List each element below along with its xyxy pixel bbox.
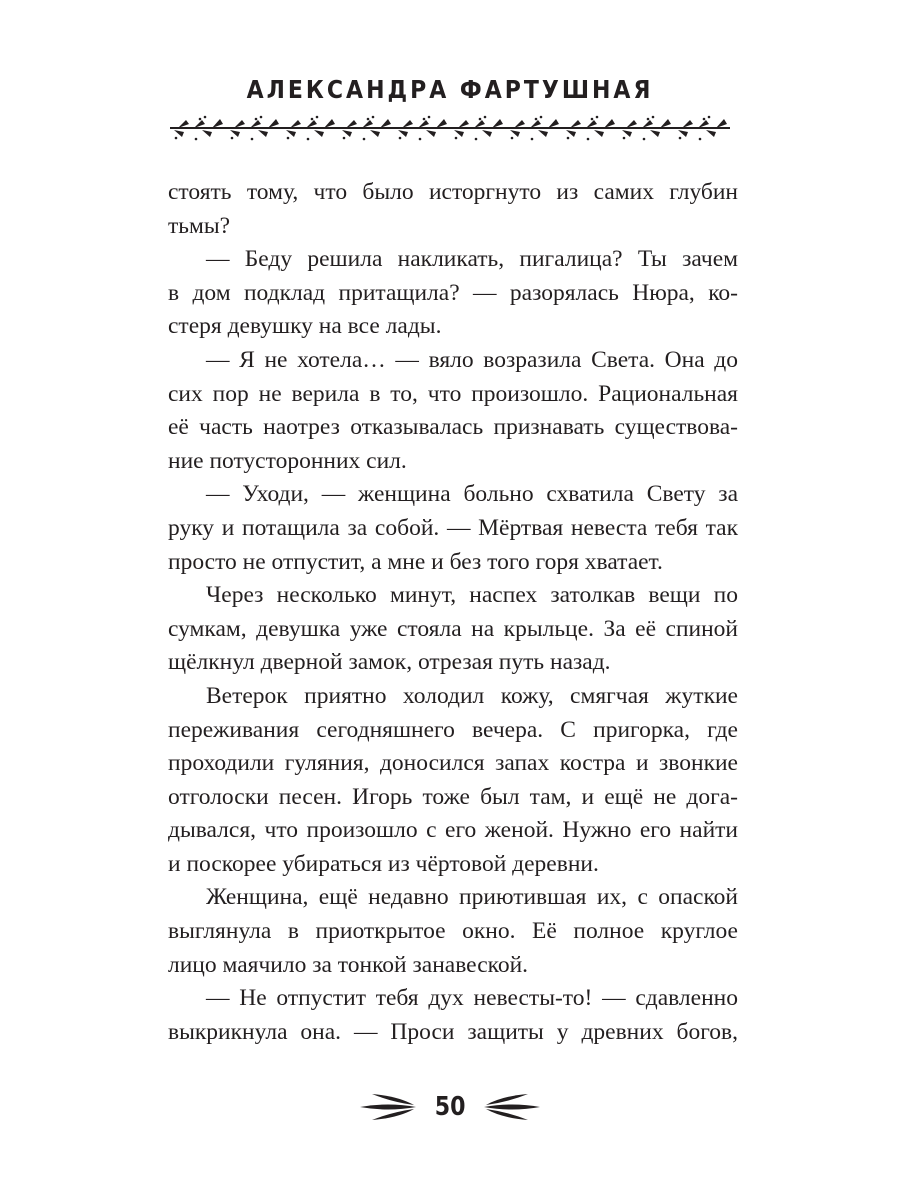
text-line: стоять тому, что было исторгнуто из самих глубин	[168, 179, 738, 205]
paragraph	[168, 579, 738, 680]
text-line: Через несколько минут, наспех затолкав вещи по	[206, 582, 738, 609]
text-line: лицо маячило за тонкой занавеской.	[168, 951, 529, 978]
text-line: — Уходи, — женщина больно схватила Свету за	[206, 481, 738, 508]
page-number: 50	[434, 1092, 466, 1122]
paragraph	[168, 881, 738, 982]
text-line: сумкам, девушка уже стояла на крыльце. За её спиной	[168, 615, 738, 642]
text-line: её часть наотрез отказывалась признавать существова-	[168, 414, 738, 441]
paragraph	[168, 243, 738, 344]
leaf-ornament-left-icon	[358, 1090, 418, 1124]
text-line: проходили гуляния, доносился запах костра и звонкие	[168, 750, 738, 777]
text-line: дывался, что произошло с его женой. Нужно его найти	[168, 817, 738, 844]
text-line: в дом подклад притащила? — разорялась Нюра, ко-	[168, 279, 738, 306]
text-line: Женщина, ещё недавно приютившая их, с опаской	[206, 884, 738, 911]
text-line: — Беду решила накликать, пигалица? Ты зачем	[206, 246, 738, 273]
running-header-author: АЛЕКСАНДРА ФАРТУШНАЯ	[246, 76, 654, 105]
body-text	[168, 176, 738, 1049]
text-line: тьмы?	[168, 212, 231, 239]
text-line: руку и потащила за собой. — Мёртвая невеста тебя так	[168, 514, 738, 541]
text-line: щёлкнул дверной замок, отрезая путь назад.	[168, 649, 611, 676]
paragraph	[168, 344, 738, 478]
text-line: и поскорее убираться из чёртовой деревни.	[168, 850, 599, 877]
text-line: переживания сегодняшнего вечера. С пригорка, где	[168, 716, 738, 743]
text-line: выкрикнула она. — Проси защиты у древних богов,	[168, 1018, 738, 1045]
paragraph	[168, 680, 738, 882]
text-line: — Не отпустит тебя дух невесты-то! — сдавленно	[206, 985, 738, 1012]
paragraph	[168, 176, 738, 243]
text-line: выглянула в приоткрытое окно. Её полное круглое	[168, 918, 738, 945]
text-line: отголоски песен. Игорь тоже был там, и ещё не дога-	[168, 783, 738, 810]
text-line: ние потусторонних сил.	[168, 447, 407, 474]
page-footer	[0, 1090, 900, 1124]
text-line: сих пор не верила в то, что произошло. Рациональная	[168, 380, 738, 407]
text-line: стеря девушку на все лады.	[168, 313, 442, 340]
leaf-ornament-right-icon	[482, 1090, 542, 1124]
text-line: — Я не хотела… — вяло возразила Света. Она до	[206, 346, 738, 373]
paragraph	[168, 478, 738, 579]
text-line: Ветерок приятно холодил кожу, смягчая жуткие	[206, 682, 738, 709]
paragraph	[168, 982, 738, 1049]
text-line: просто не отпустит, а мне и без того горя хватает.	[168, 548, 663, 575]
decorative-vine-ornament	[168, 112, 732, 142]
